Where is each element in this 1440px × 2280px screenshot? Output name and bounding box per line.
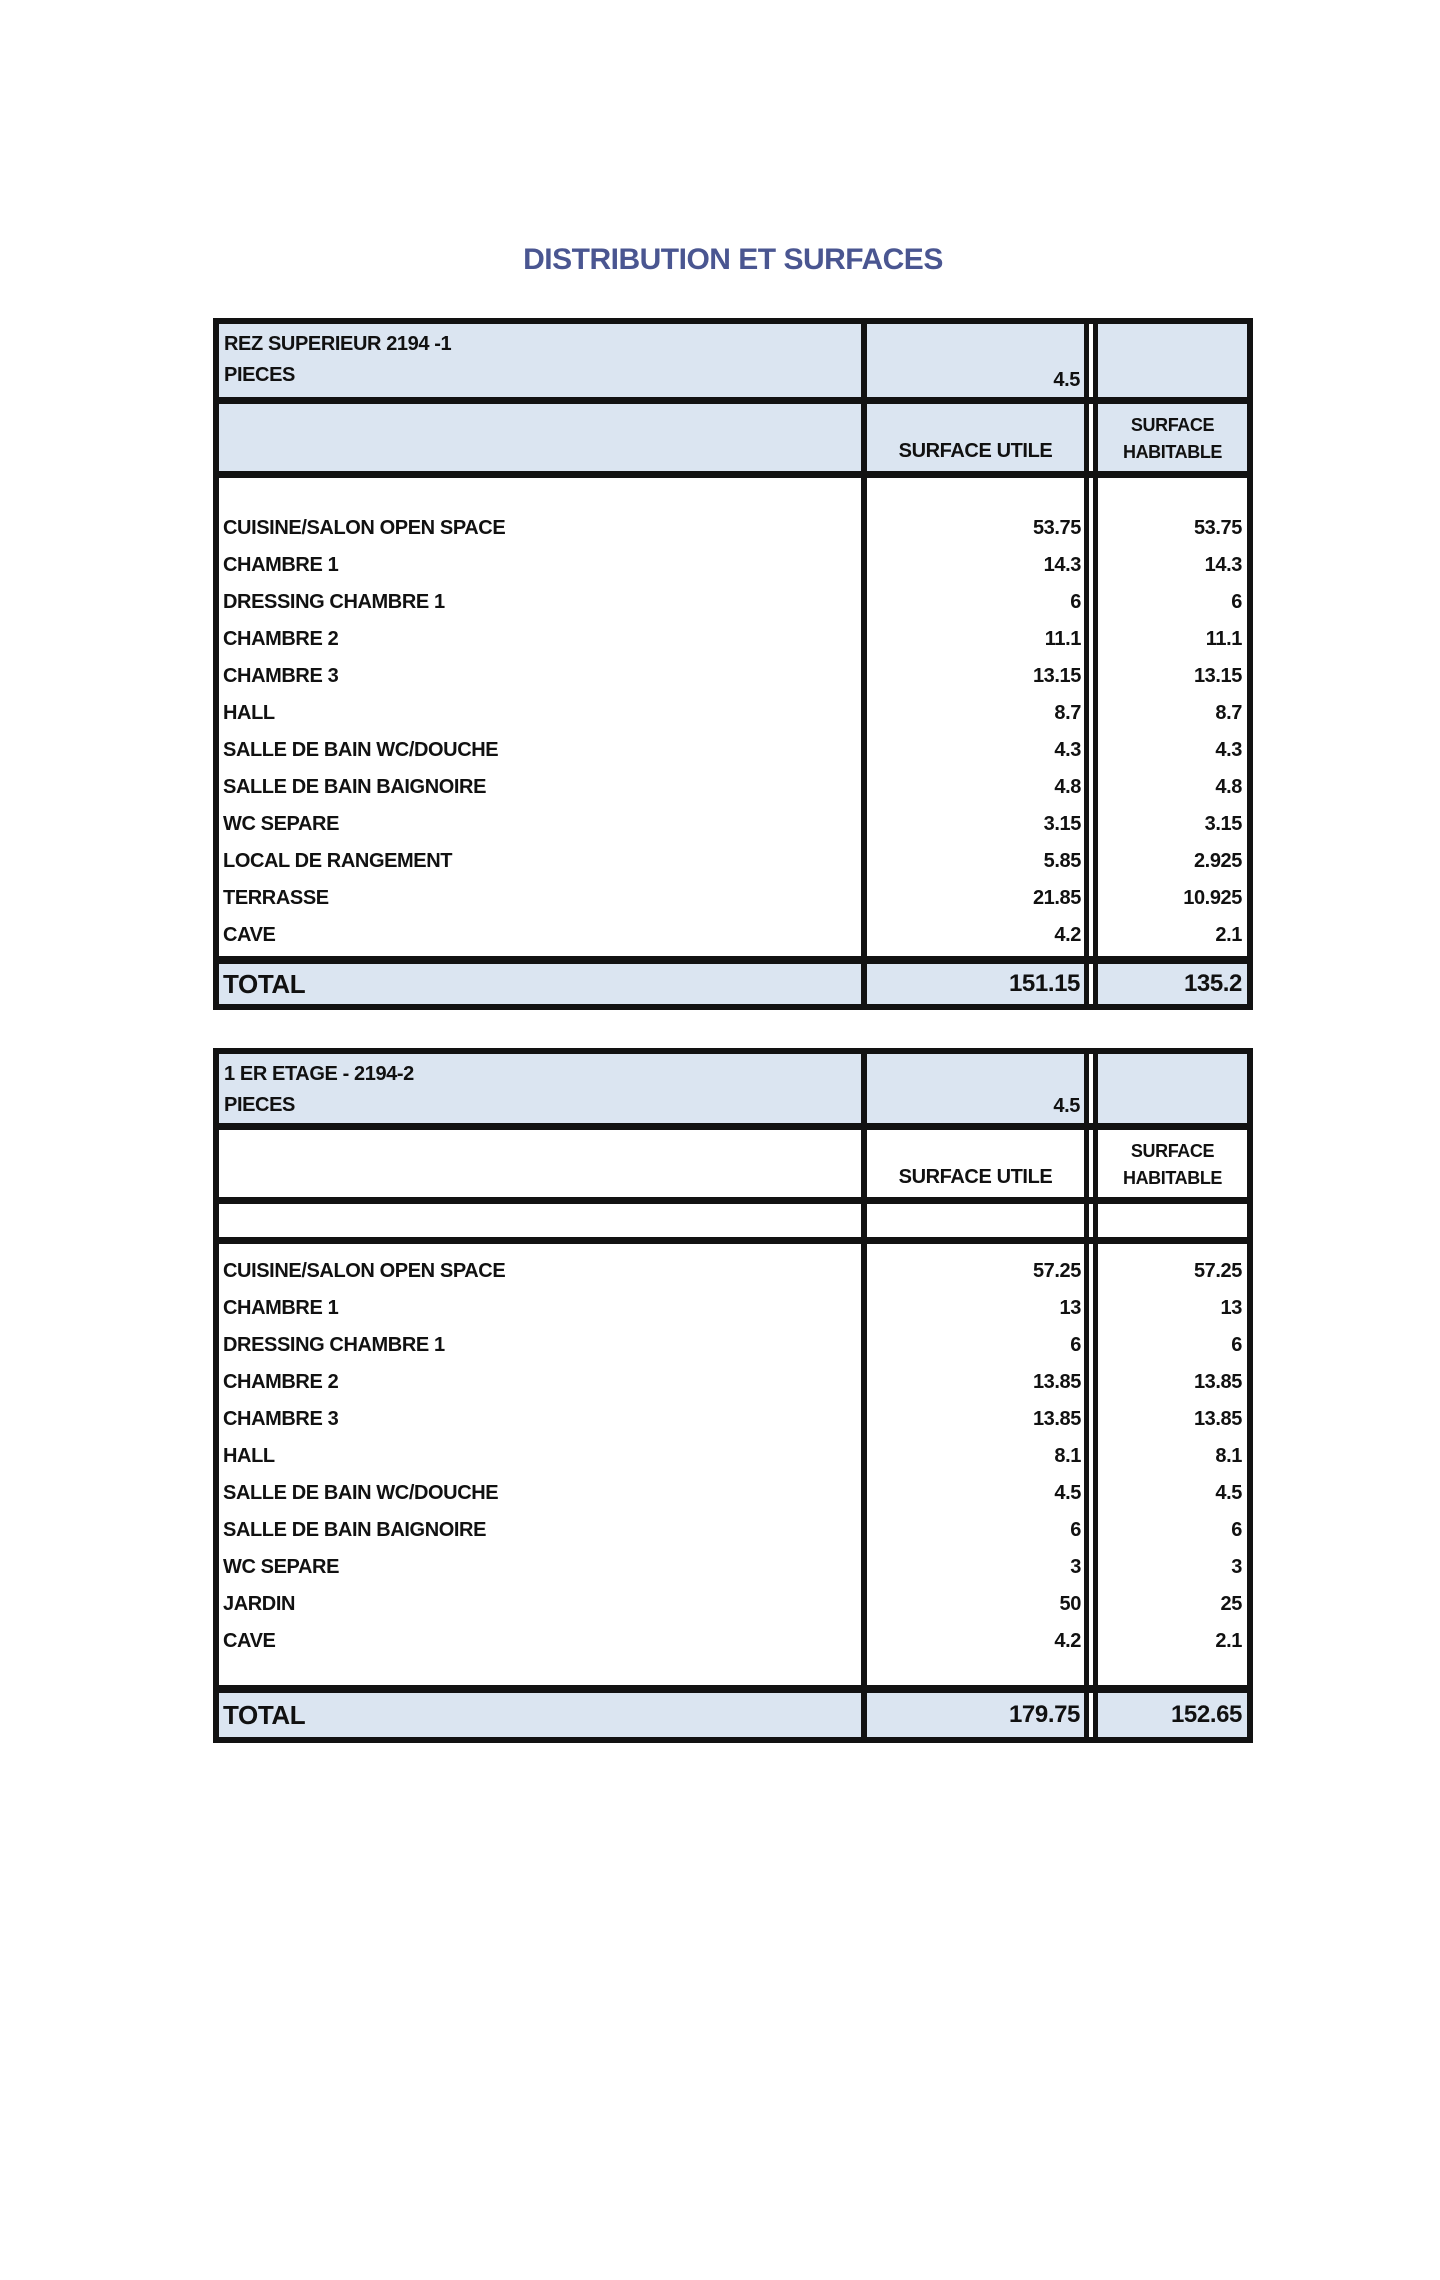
column-divider-gap: [1084, 404, 1098, 471]
total-label: TOTAL: [219, 1693, 861, 1737]
surface-utile-column: [867, 1244, 1084, 1685]
surface-habitable-column: [1098, 1244, 1247, 1685]
table-header-left-cell: [219, 324, 861, 397]
header-right-empty-cell: [1098, 324, 1247, 397]
table-cell-utile: 4.2: [1054, 924, 1081, 946]
total-surface-habitable: 135.2: [1098, 964, 1247, 1004]
spacer-cell: [1098, 1204, 1247, 1237]
column-divider-gap: [1084, 324, 1098, 397]
table-cell-utile: 13: [1059, 1297, 1081, 1319]
table-cell-utile: 53.75: [1032, 517, 1081, 539]
table-cell-label: WC SEPARE: [223, 813, 340, 835]
table-cell-utile: 4.3: [1054, 739, 1081, 761]
table-cell-utile: 6: [1070, 1334, 1081, 1356]
table-cell-habitable: 6: [1231, 591, 1242, 613]
document-page: [0, 243, 1440, 1743]
column-header-surface-utile: SURFACE UTILE: [867, 1130, 1084, 1197]
table-cell-label: LOCAL DE RANGEMENT: [223, 850, 453, 872]
table-header-left-cell: [219, 1054, 861, 1123]
column-divider-gap: [1084, 478, 1098, 956]
table-cell-utile: 3.15: [1043, 813, 1081, 835]
surface-habitable-column: [1098, 478, 1247, 956]
table-cell-label: DRESSING CHAMBRE 1: [223, 1334, 445, 1356]
room-labels-column: [219, 1244, 861, 1685]
table-cell-habitable: 4.5: [1215, 1482, 1242, 1504]
table-cell-habitable: 13.15: [1193, 665, 1242, 687]
table-header-band: [219, 1054, 1247, 1123]
pieces-value-cell: 4.5: [867, 1054, 1084, 1123]
surface-habitable-line2: HABITABLE: [1122, 1168, 1223, 1188]
table-cell-utile: 3: [1070, 1556, 1081, 1578]
table-header-band: [219, 324, 1247, 397]
table-cell-label: SALLE DE BAIN WC/DOUCHE: [223, 1482, 499, 1504]
table-cell-habitable: 2.925: [1193, 850, 1242, 872]
table-cell-utile: 5.85: [1043, 850, 1081, 872]
table-cell-habitable: 3: [1231, 1556, 1242, 1578]
table-cell-label: HALL: [223, 702, 275, 724]
column-header-surface-utile: SURFACE UTILE: [867, 404, 1084, 471]
spacer-cell: [219, 1204, 861, 1237]
table-cell-habitable: 8.7: [1215, 702, 1242, 724]
column-header-surface-habitable: [1098, 1130, 1247, 1197]
surface-utile-column: [867, 478, 1084, 956]
table-cell-utile: 13.15: [1032, 665, 1081, 687]
table-cell-habitable: 4.8: [1215, 776, 1242, 798]
table-cell-habitable: 25: [1220, 1593, 1242, 1615]
column-divider-gap: [1084, 1204, 1098, 1237]
table-cell-habitable: 6: [1231, 1519, 1242, 1541]
total-band: [219, 1693, 1247, 1737]
surface-habitable-line1: SURFACE: [1130, 415, 1215, 435]
table-body: [219, 478, 1247, 956]
table-cell-label: CHAMBRE 3: [223, 1408, 339, 1430]
table-cell-utile: 21.85: [1032, 887, 1081, 909]
table-cell-habitable: 14.3: [1204, 554, 1242, 576]
table-cell-label: DRESSING CHAMBRE 1: [223, 591, 445, 613]
table-cell-utile: 6: [1070, 591, 1081, 613]
table-cell-habitable: 8.1: [1215, 1445, 1242, 1467]
column-header-empty-cell: [219, 404, 861, 471]
column-divider-gap: [1084, 1693, 1098, 1737]
column-divider-gap: [1084, 1054, 1098, 1123]
total-surface-habitable: 152.65: [1098, 1693, 1247, 1737]
table-cell-utile: 4.2: [1054, 1630, 1081, 1652]
table-cell-utile: 4.5: [1054, 1482, 1081, 1504]
table-title-line: 1 ER ETAGE - 2194-2: [224, 1063, 414, 1085]
table-cell-habitable: 3.15: [1204, 813, 1242, 835]
table-cell-label: SALLE DE BAIN BAIGNOIRE: [223, 1519, 487, 1541]
column-divider-gap: [1084, 1244, 1098, 1685]
room-labels-column: [219, 478, 861, 956]
header-right-empty-cell: [1098, 1054, 1247, 1123]
table-cell-label: CHAMBRE 2: [223, 628, 339, 650]
column-divider-gap: [1084, 1130, 1098, 1197]
table-cell-habitable: 2.1: [1215, 924, 1242, 946]
table-cell-label: CHAMBRE 2: [223, 1371, 339, 1393]
surface-habitable-line2: HABITABLE: [1122, 442, 1223, 462]
table-cell-utile: 8.7: [1054, 702, 1081, 724]
table-cell-label: CHAMBRE 1: [223, 1297, 339, 1319]
table-cell-habitable: 6: [1231, 1334, 1242, 1356]
table-cell-label: CAVE: [223, 1630, 276, 1652]
column-divider-gap: [1084, 964, 1098, 1004]
table-cell-utile: 6: [1070, 1519, 1081, 1541]
table-cell-utile: 13.85: [1032, 1408, 1081, 1430]
table-cell-habitable: 2.1: [1215, 1630, 1242, 1652]
table-cell-label: TERRASSE: [223, 887, 329, 909]
surface-habitable-line1: SURFACE: [1130, 1141, 1215, 1161]
table-cell-utile: 14.3: [1043, 554, 1081, 576]
table-cell-habitable: 13.85: [1193, 1408, 1242, 1430]
table-cell-habitable: 57.25: [1193, 1260, 1242, 1282]
table-cell-label: SALLE DE BAIN WC/DOUCHE: [223, 739, 499, 761]
spacer-cell: [867, 1204, 1084, 1237]
row-divider: [219, 1123, 1247, 1130]
table-cell-habitable: 11.1: [1205, 628, 1242, 650]
total-label: TOTAL: [219, 964, 861, 1004]
table-cell-label: CAVE: [223, 924, 276, 946]
table-cell-label: SALLE DE BAIN BAIGNOIRE: [223, 776, 487, 798]
row-divider: [219, 1685, 1247, 1693]
table-cell-utile: 57.25: [1032, 1260, 1081, 1282]
pieces-label: PIECES: [224, 1094, 295, 1116]
pieces-label: PIECES: [224, 364, 295, 386]
table-cell-label: HALL: [223, 1445, 275, 1467]
row-divider: [219, 1197, 1247, 1204]
table-cell-habitable: 13: [1220, 1297, 1242, 1319]
table-cell-label: CUISINE/SALON OPEN SPACE: [223, 517, 506, 539]
table-cell-utile: 13.85: [1032, 1371, 1081, 1393]
table-rez-superieur: [213, 318, 1253, 1010]
pieces-value-cell: 4.5: [867, 324, 1084, 397]
column-headers-band: [219, 1130, 1247, 1197]
row-divider: [219, 471, 1247, 478]
total-band: [219, 964, 1247, 1004]
table-cell-habitable: 10.925: [1183, 887, 1242, 909]
table-cell-label: JARDIN: [223, 1593, 296, 1615]
table-cell-utile: 50: [1059, 1593, 1081, 1615]
table-cell-utile: 8.1: [1054, 1445, 1081, 1467]
table-premier-etage: [213, 1048, 1253, 1743]
table-cell-utile: 11.1: [1044, 628, 1081, 650]
row-divider: [219, 397, 1247, 404]
page-title: DISTRIBUTION ET SURFACES: [523, 243, 943, 276]
row-divider: [219, 956, 1247, 964]
table-cell-utile: 4.8: [1054, 776, 1081, 798]
table-body: [219, 1244, 1247, 1685]
total-surface-utile: 179.75: [867, 1693, 1084, 1737]
table-title-line: REZ SUPERIEUR 2194 -1: [224, 333, 452, 355]
table-cell-label: WC SEPARE: [223, 1556, 340, 1578]
empty-spacer-row: [219, 1204, 1247, 1237]
column-headers-band: [219, 404, 1247, 471]
column-header-empty-cell: [219, 1130, 861, 1197]
table-cell-habitable: 13.85: [1193, 1371, 1242, 1393]
table-cell-label: CHAMBRE 1: [223, 554, 339, 576]
row-divider: [219, 1237, 1247, 1244]
table-cell-habitable: 4.3: [1215, 739, 1242, 761]
table-cell-label: CUISINE/SALON OPEN SPACE: [223, 1260, 506, 1282]
total-surface-utile: 151.15: [867, 964, 1084, 1004]
table-cell-label: CHAMBRE 3: [223, 665, 339, 687]
table-cell-habitable: 53.75: [1193, 517, 1242, 539]
column-header-surface-habitable: [1098, 404, 1247, 471]
